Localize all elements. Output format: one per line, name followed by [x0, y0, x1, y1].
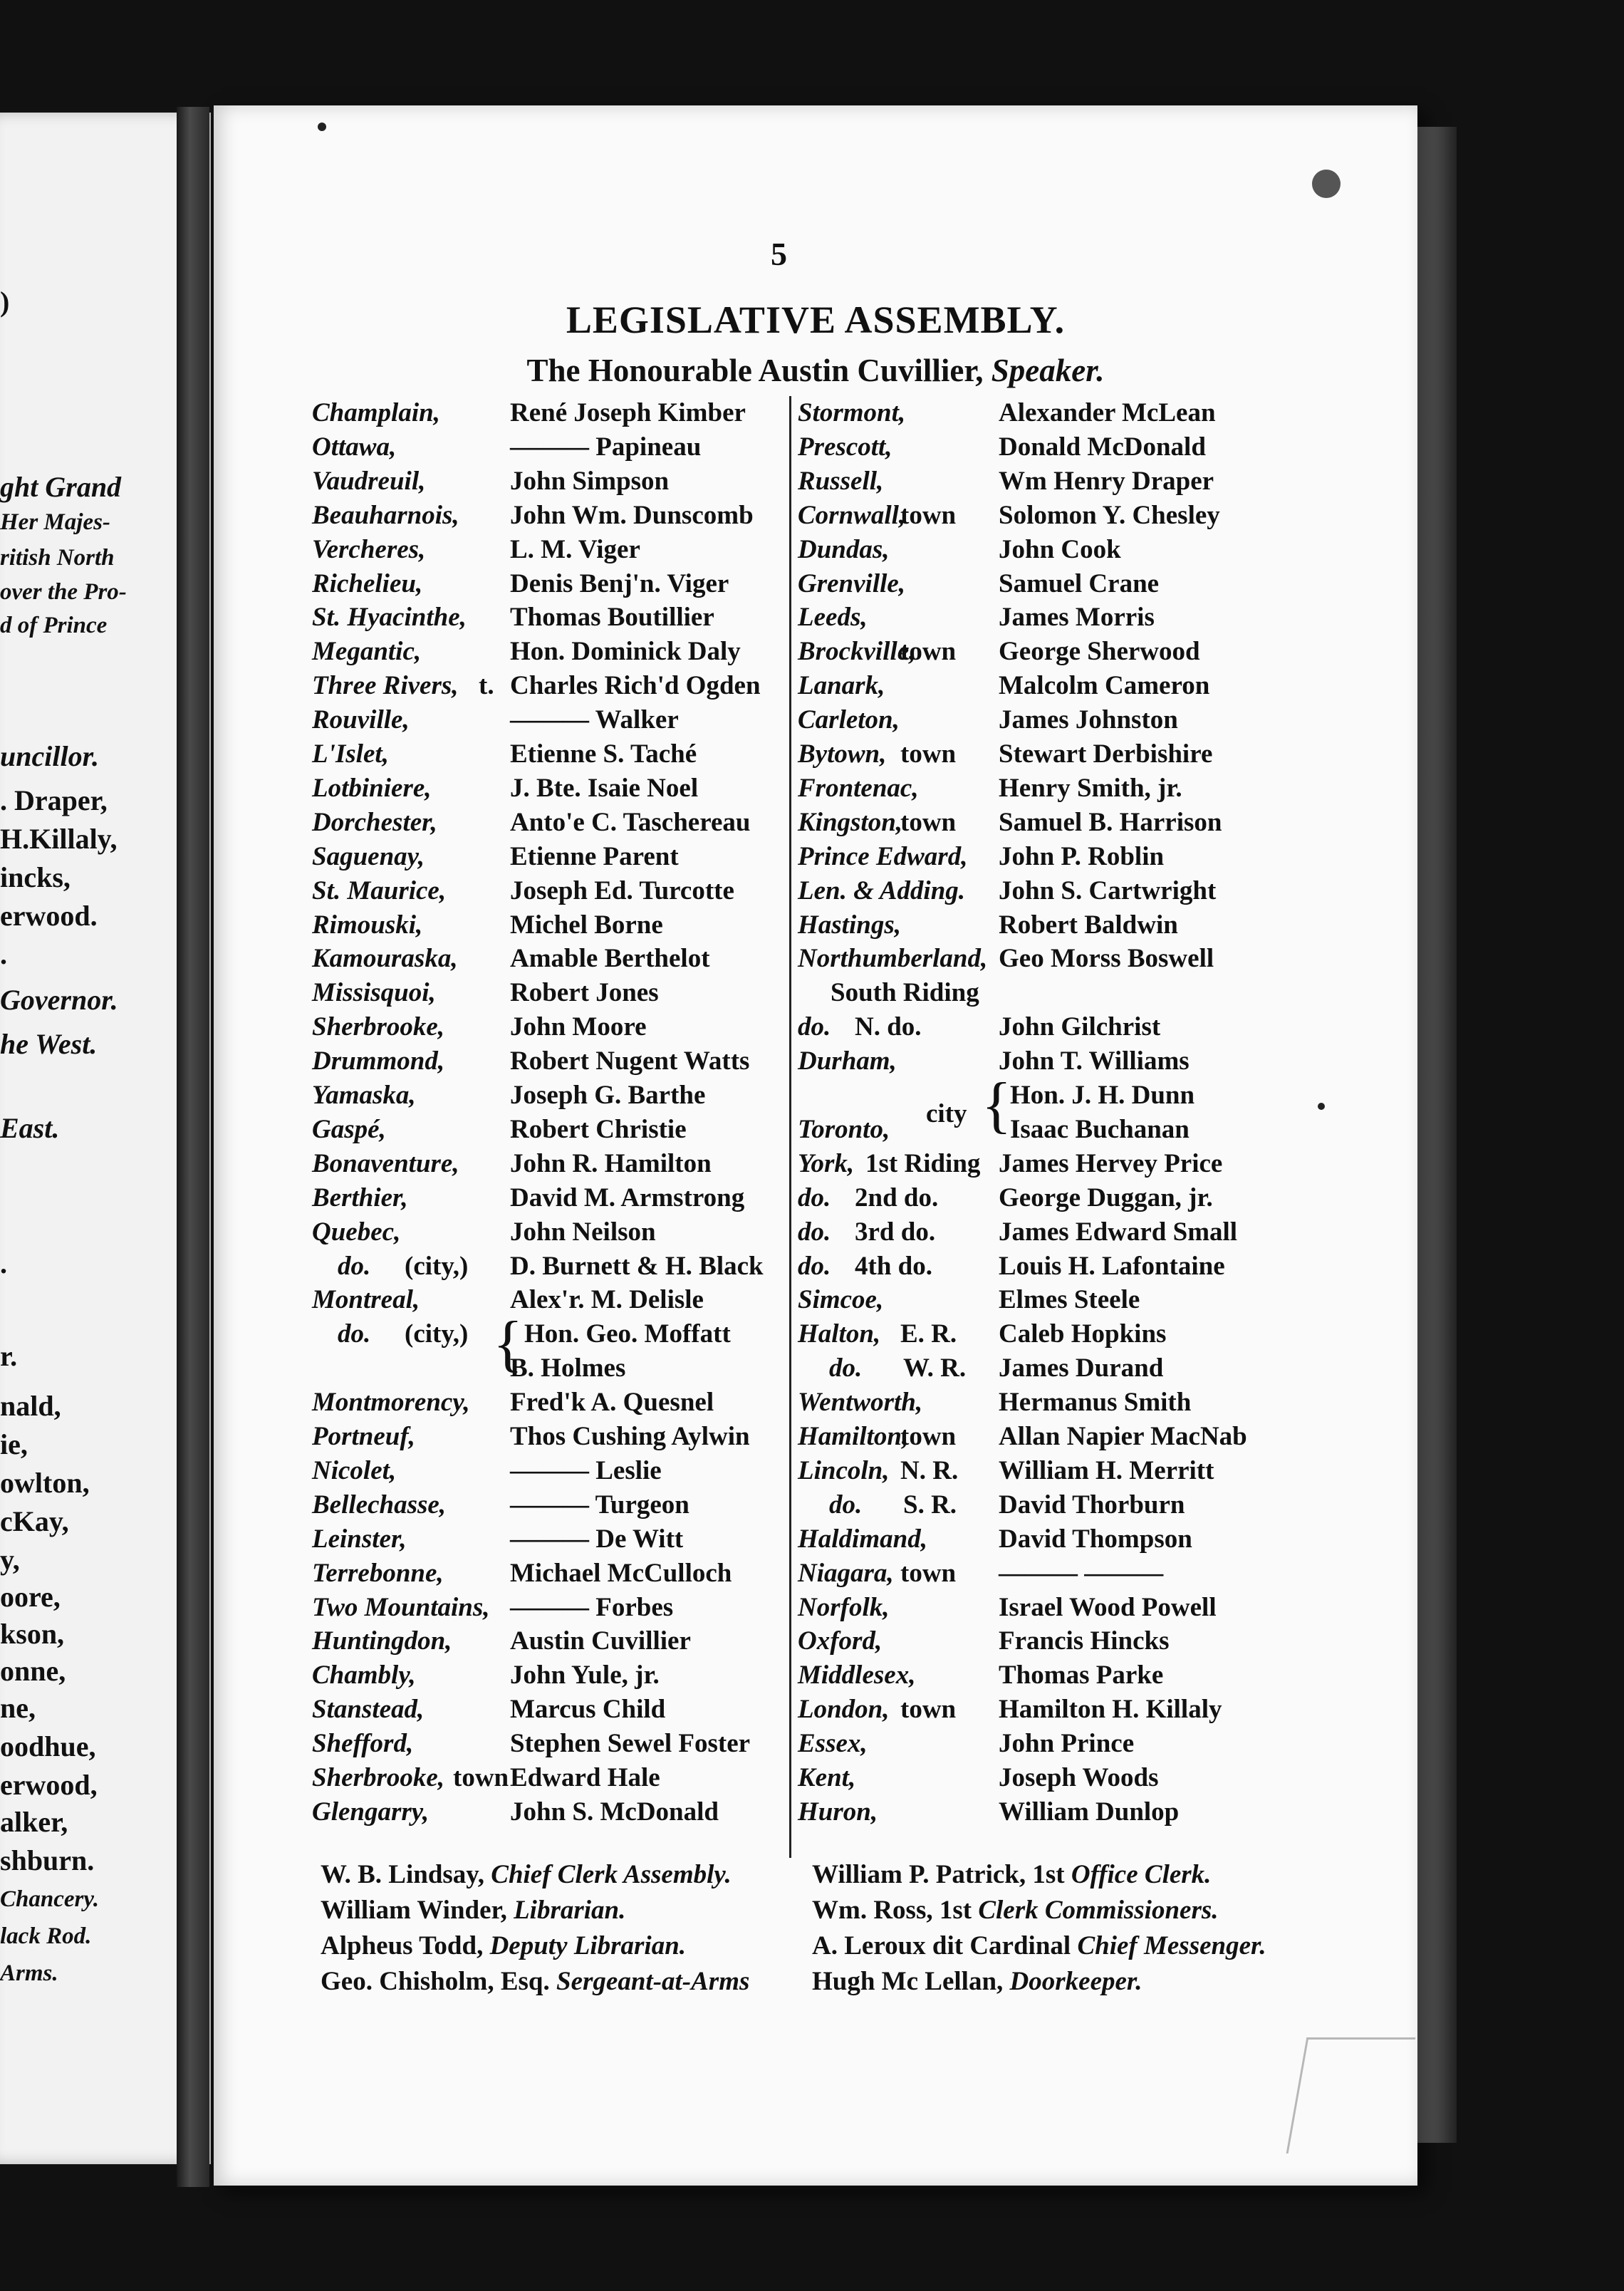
constituency: do.	[338, 1319, 371, 1349]
constituency: Haldimand,	[798, 1524, 927, 1554]
constituency: Vaudreuil,	[312, 466, 426, 496]
facing-page-fragment: ritish North	[0, 545, 115, 571]
page-title: LEGISLATIVE ASSEMBLY.	[566, 298, 1066, 341]
officer-title: Doorkeeper.	[1009, 1967, 1142, 1996]
facing-page-fragment: oore,	[0, 1581, 61, 1613]
facing-page-fragment: Arms.	[0, 1960, 58, 1986]
facing-page-fragment: erwood.	[0, 900, 98, 932]
constituency: Len. & Adding.	[798, 876, 966, 905]
constituency: Wentworth,	[798, 1388, 923, 1418]
member-name: James Durand	[999, 1354, 1164, 1383]
constituency: Drummond,	[312, 1046, 445, 1076]
riding-qualifier: town	[900, 637, 957, 667]
riding-qualifier: city	[926, 1098, 967, 1128]
constituency: Huron,	[798, 1797, 878, 1827]
constituency: Kent,	[798, 1763, 856, 1792]
member-name: James Johnston	[999, 705, 1178, 735]
member-name: B. Holmes	[510, 1354, 626, 1383]
member-name: Stewart Derbishire	[999, 739, 1213, 769]
constituency: do.	[798, 1183, 831, 1212]
member-name: D. Burnett & H. Black	[510, 1251, 764, 1281]
constituency: Kingston,	[798, 807, 903, 837]
member-name: James Morris	[999, 603, 1155, 633]
officer-title: Deputy Librarian.	[489, 1931, 687, 1960]
constituency: Rimouski,	[312, 910, 423, 940]
constituency: Lotbiniere,	[312, 773, 432, 803]
facing-page-fragment: nald,	[0, 1390, 61, 1422]
member-name: George Sherwood	[999, 637, 1200, 667]
constituency: Hastings,	[798, 910, 901, 940]
constituency: Richelieu,	[312, 568, 423, 598]
member-name: Solomon Y. Chesley	[999, 500, 1220, 530]
constituency: Kamouraska,	[312, 944, 458, 974]
constituency: Three Rivers,	[312, 671, 459, 701]
member-name: Michel Borne	[510, 910, 663, 940]
constituency: Northumberland,	[798, 944, 988, 974]
constituency: Megantic,	[312, 637, 422, 667]
constituency: Dundas,	[798, 534, 890, 564]
riding-qualifier: t.	[479, 671, 494, 701]
constituency: Cornwall,	[798, 500, 906, 530]
constituency: Berthier,	[312, 1183, 408, 1212]
member-name: Wm Henry Draper	[999, 466, 1214, 496]
riding-qualifier: town	[900, 807, 957, 837]
facing-page-fragment: he West.	[0, 1028, 98, 1060]
member-name: Alex'r. M. Delisle	[510, 1285, 704, 1315]
constituency: Prince Edward,	[798, 841, 968, 871]
constituency: Norfolk,	[798, 1592, 890, 1622]
constituency: Stanstead,	[312, 1695, 425, 1725]
member-name: Etienne Parent	[510, 841, 679, 871]
officer-title: Librarian.	[514, 1896, 626, 1925]
book-spine	[177, 107, 209, 2187]
member-name: Thos Cushing Aylwin	[510, 1422, 750, 1451]
facing-page-fragment: over the Pro-	[0, 579, 127, 605]
constituency: Terrebonne,	[312, 1558, 444, 1588]
member-name: John P. Roblin	[999, 841, 1165, 871]
member-name: Thomas Parke	[999, 1661, 1164, 1690]
officer-name: Alpheus Todd,	[321, 1931, 490, 1960]
member-name: John Wm. Dunscomb	[510, 500, 754, 530]
riding-qualifier: W. R.	[903, 1354, 967, 1383]
constituency: Bytown,	[798, 739, 887, 769]
constituency: Rouville,	[312, 705, 410, 735]
riding-qualifier: 3rd do.	[855, 1217, 936, 1247]
member-name: John Cook	[999, 534, 1121, 564]
facing-page-fragment: )	[0, 286, 10, 318]
facing-page-fragment: oodhue,	[0, 1730, 96, 1762]
constituency: Beauharnois,	[312, 500, 459, 530]
member-name: Hon. Dominick Daly	[510, 637, 741, 667]
member-name: William Dunlop	[999, 1797, 1180, 1827]
constituency: Saguenay,	[312, 841, 425, 871]
facing-page-fragment: ne,	[0, 1692, 36, 1724]
constituency: Chambly,	[312, 1661, 416, 1690]
member-name: David M. Armstrong	[510, 1183, 745, 1212]
facing-page-fragment: .	[0, 1247, 7, 1279]
constituency: St. Hyacinthe,	[312, 603, 467, 633]
riding-qualifier: N. R.	[900, 1455, 959, 1485]
constituency: Brockville,	[798, 637, 916, 667]
member-name: Robert Nugent Watts	[510, 1046, 750, 1076]
member-name: Malcolm Cameron	[999, 671, 1210, 701]
facing-page-fragment: ie,	[0, 1428, 28, 1460]
member-name: René Joseph Kimber	[510, 398, 746, 427]
officer-name: William Winder,	[321, 1896, 514, 1925]
constituency: do.	[338, 1251, 371, 1281]
member-name: John Neilson	[510, 1217, 656, 1247]
officer-entry	[321, 1858, 732, 1892]
officer-entry	[812, 1893, 1219, 1928]
constituency: do.	[829, 1490, 863, 1519]
member-name: James Hervey Price	[999, 1148, 1223, 1178]
facing-page-fragment: y,	[0, 1544, 20, 1576]
officer-title: Chief Messenger.	[1077, 1931, 1266, 1960]
facing-page-fragment: owlton,	[0, 1467, 90, 1499]
constituency: Sherbrooke,	[312, 1012, 445, 1042]
constituency: Shefford,	[312, 1729, 414, 1759]
member-name: William H. Merritt	[999, 1455, 1214, 1485]
constituency: Glengarry,	[312, 1797, 430, 1827]
constituency: Hamilton,	[798, 1422, 909, 1451]
constituency: Leeds,	[798, 603, 868, 633]
facing-page-fragment: Governor.	[0, 984, 118, 1016]
member-name: ——— ———	[999, 1558, 1164, 1588]
officer-title: Sergeant-at-Arms	[556, 1967, 750, 1996]
member-name: Etienne S. Taché	[510, 739, 697, 769]
constituency: Portneuf,	[312, 1422, 415, 1451]
member-name: John S. McDonald	[510, 1797, 719, 1827]
member-name: Elmes Steele	[999, 1285, 1140, 1315]
member-name: Hon. Geo. Moffatt	[524, 1319, 731, 1349]
riding-qualifier: E. R.	[900, 1319, 957, 1349]
constituency: Quebec,	[312, 1217, 401, 1247]
riding-qualifier: 2nd do.	[855, 1183, 939, 1212]
facing-page-fragment: . Draper,	[0, 784, 108, 816]
member-name: Fred'k A. Quesnel	[510, 1388, 714, 1418]
constituency: Dorchester,	[312, 807, 437, 837]
member-name: Louis H. Lafontaine	[999, 1251, 1225, 1281]
member-name: John T. Williams	[999, 1046, 1190, 1076]
member-name: Allan Napier MacNab	[999, 1422, 1247, 1451]
constituency: Bonaventure,	[312, 1148, 459, 1178]
officer-name: Wm. Ross, 1st	[812, 1896, 979, 1925]
constituency: Prescott,	[798, 432, 892, 462]
constituency: do.	[798, 1251, 831, 1281]
facing-page-fragment: East.	[0, 1112, 60, 1144]
page-corner-crease	[1286, 2037, 1416, 2154]
member-name: L. M. Viger	[510, 534, 640, 564]
member-name: John Prince	[999, 1729, 1135, 1759]
officer-name: William P. Patrick, 1st	[812, 1860, 1071, 1889]
member-name: Michael McCulloch	[510, 1558, 732, 1588]
member-name: Robert Christie	[510, 1114, 687, 1144]
officer-title: Office Clerk.	[1071, 1860, 1212, 1889]
member-name: Caleb Hopkins	[999, 1319, 1167, 1349]
constituency: Missisquoi,	[312, 978, 436, 1008]
constituency: Montreal,	[312, 1285, 420, 1315]
member-name: ——— Papineau	[510, 432, 702, 462]
constituency: Montmorency,	[312, 1388, 470, 1418]
page-number: 5	[771, 236, 787, 272]
facing-page-fragment: Chancery.	[0, 1886, 100, 1912]
officer-entry	[321, 1965, 749, 1999]
ink-spot	[1318, 1103, 1325, 1110]
facing-page-fragment: shburn.	[0, 1844, 95, 1876]
member-name: Francis Hincks	[999, 1626, 1170, 1656]
officer-entry	[321, 1929, 686, 1963]
constituency: Leinster,	[312, 1524, 407, 1554]
facing-page-fragment: .	[0, 938, 7, 970]
constituency: Huntingdon,	[312, 1626, 452, 1656]
riding-qualifier: South Riding	[831, 978, 979, 1008]
constituency: Simcoe,	[798, 1285, 884, 1315]
member-name: John Gilchrist	[999, 1012, 1161, 1042]
member-name: John R. Hamilton	[510, 1148, 712, 1178]
officer-name: Geo. Chisholm, Esq.	[321, 1967, 557, 1996]
constituency: L'Islet,	[312, 739, 389, 769]
facing-page-fragment: H.Killaly,	[0, 823, 118, 855]
member-name: Stephen Sewel Foster	[510, 1729, 751, 1759]
member-name: David Thompson	[999, 1524, 1192, 1554]
riding-qualifier: S. R.	[903, 1490, 957, 1519]
member-name: Joseph Ed. Turcotte	[510, 876, 734, 905]
member-name: James Edward Small	[999, 1217, 1238, 1247]
member-name: David Thorburn	[999, 1490, 1185, 1519]
riding-qualifier: N. do.	[855, 1012, 922, 1042]
constituency: do.	[798, 1012, 831, 1042]
riding-qualifier: town	[900, 1558, 957, 1588]
member-name: George Duggan, jr.	[999, 1183, 1213, 1212]
member-name: Israel Wood Powell	[999, 1592, 1217, 1622]
riding-qualifier: 1st Riding	[865, 1148, 981, 1178]
constituency: Vercheres,	[312, 534, 426, 564]
facing-page-fragment: Her Majes-	[0, 509, 110, 535]
ink-spot	[1312, 170, 1341, 198]
constituency: Carleton,	[798, 705, 900, 735]
constituency: Lincoln,	[798, 1455, 890, 1485]
constituency: Stormont,	[798, 398, 906, 427]
officer-name: A. Leroux dit Cardinal	[812, 1931, 1078, 1960]
riding-qualifier: town	[900, 739, 957, 769]
constituency: Ottawa,	[312, 432, 397, 462]
member-name: ——— Forbes	[510, 1592, 674, 1622]
facing-page-fragment: alker,	[0, 1806, 68, 1838]
member-name: Denis Benj'n. Viger	[510, 568, 729, 598]
member-name: ——— De Witt	[510, 1524, 684, 1554]
facing-page-fragment: incks,	[0, 861, 71, 893]
ink-spot	[318, 123, 326, 131]
member-name: ——— Walker	[510, 705, 679, 735]
member-name: Joseph G. Barthe	[510, 1081, 706, 1110]
member-name: Samuel B. Harrison	[999, 807, 1222, 837]
member-name: Austin Cuvillier	[510, 1626, 691, 1656]
riding-qualifier: (city,)	[405, 1319, 469, 1349]
brace-bracket: {	[493, 1309, 524, 1379]
constituency: Two Mountains,	[312, 1592, 490, 1622]
constituency: Middlesex,	[798, 1661, 916, 1690]
constituency: Halton,	[798, 1319, 881, 1349]
member-name: Geo Morss Boswell	[999, 944, 1214, 974]
member-name: John Moore	[510, 1012, 647, 1042]
member-name: Anto'e C. Taschereau	[510, 807, 751, 837]
riding-qualifier: town	[453, 1763, 509, 1792]
facing-page-fragment: uncillor.	[0, 740, 99, 772]
speaker-role: Speaker.	[991, 353, 1105, 388]
member-name: Joseph Woods	[999, 1763, 1159, 1792]
constituency: Bellechasse,	[312, 1490, 447, 1519]
riding-qualifier: town	[900, 1695, 957, 1725]
member-name: Robert Jones	[510, 978, 659, 1008]
speaker-name: The Honourable Austin Cuvillier,	[526, 353, 984, 388]
speaker-line	[214, 352, 1417, 389]
facing-page-fragment: ght Grand	[0, 471, 122, 503]
officer-entry	[812, 1965, 1142, 1999]
constituency: Oxford,	[798, 1626, 883, 1656]
officer-name: Hugh Mc Lellan,	[812, 1967, 1010, 1996]
member-name: Marcus Child	[510, 1695, 666, 1725]
member-name: Thomas Boutillier	[510, 603, 714, 633]
constituency: Sherbrooke,	[312, 1763, 445, 1792]
constituency: Champlain,	[312, 398, 440, 427]
member-name: J. Bte. Isaie Noel	[510, 773, 699, 803]
constituency: Yamaska,	[312, 1081, 416, 1110]
brace-bracket: {	[982, 1071, 1012, 1140]
member-name: Hon. J. H. Dunn	[1010, 1081, 1195, 1110]
member-name: Henry Smith, jr.	[999, 773, 1182, 803]
officer-entry	[812, 1858, 1211, 1892]
facing-page-fragment: erwood,	[0, 1769, 98, 1801]
constituency: Grenville,	[798, 568, 906, 598]
officer-title: Chief Clerk Assembly.	[491, 1860, 732, 1889]
member-name: John Yule, jr.	[510, 1661, 660, 1690]
member-name: Amable Berthelot	[510, 944, 710, 974]
member-name: John Simpson	[510, 466, 670, 496]
member-name: Charles Rich'd Ogden	[510, 671, 761, 701]
member-name: Samuel Crane	[999, 568, 1160, 598]
constituency: Russell,	[798, 466, 884, 496]
facing-page-fragment: onne,	[0, 1655, 66, 1687]
constituency: Durham,	[798, 1046, 897, 1076]
constituency: Niagara,	[798, 1558, 894, 1588]
constituency: do.	[829, 1354, 863, 1383]
facing-page-fragment: lack Rod.	[0, 1923, 92, 1949]
constituency: Toronto,	[798, 1114, 890, 1144]
constituency: do.	[798, 1217, 831, 1247]
riding-qualifier: town	[900, 1422, 957, 1451]
constituency: Gaspé,	[312, 1114, 386, 1144]
officer-entry	[321, 1893, 625, 1928]
facing-page-fragment: d of Prince	[0, 613, 108, 638]
riding-qualifier: town	[900, 500, 957, 530]
member-name: ——— Turgeon	[510, 1490, 689, 1519]
riding-qualifier: 4th do.	[855, 1251, 932, 1281]
facing-page-fragment: cKay,	[0, 1505, 69, 1537]
constituency: Frontenac,	[798, 773, 919, 803]
member-name: Isaac Buchanan	[1010, 1114, 1190, 1144]
member-name: Robert Baldwin	[999, 910, 1178, 940]
constituency: St. Maurice,	[312, 876, 447, 905]
member-name: Edward Hale	[510, 1763, 660, 1792]
member-name: John S. Cartwright	[999, 876, 1217, 905]
officer-entry	[812, 1929, 1266, 1963]
facing-page-fragment: r.	[0, 1340, 18, 1372]
constituency: London,	[798, 1695, 890, 1725]
constituency: Lanark,	[798, 671, 885, 701]
officer-name: W. B. Lindsay,	[321, 1860, 491, 1889]
member-name: Alexander McLean	[999, 398, 1216, 427]
member-name: Hamilton H. Killaly	[999, 1695, 1222, 1725]
constituency: Essex,	[798, 1729, 868, 1759]
officer-title: Clerk Commissioners.	[978, 1896, 1219, 1925]
member-name: Hermanus Smith	[999, 1388, 1192, 1418]
constituency: Nicolet,	[312, 1455, 397, 1485]
constituency: York,	[798, 1148, 855, 1178]
member-name: ——— Leslie	[510, 1455, 662, 1485]
riding-qualifier: (city,)	[405, 1251, 469, 1281]
member-name: Donald McDonald	[999, 432, 1206, 462]
facing-page-fragment: kson,	[0, 1618, 65, 1650]
column-divider	[789, 396, 791, 1858]
